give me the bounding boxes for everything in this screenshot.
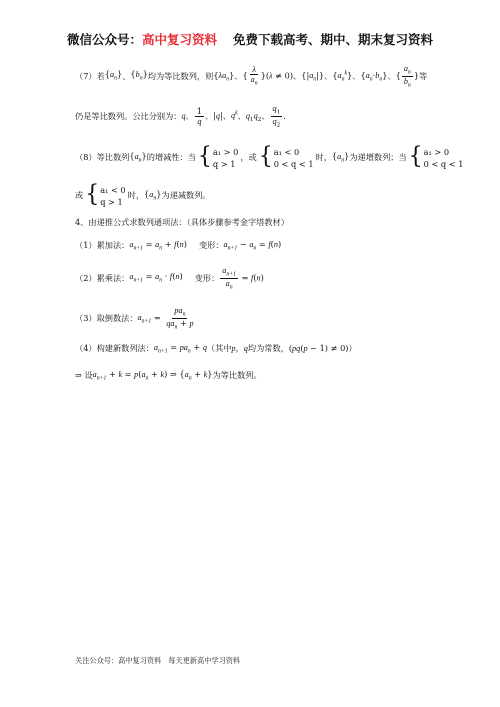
case1-line2: q > 1 bbox=[212, 159, 236, 169]
case2-line1: a₁ < 0 bbox=[273, 147, 300, 157]
item8-an-3: $\{a_n\}$ bbox=[144, 188, 162, 202]
method4-line2c: 为等比数列。 bbox=[212, 370, 262, 381]
case1-line1: a₁ > 0 bbox=[212, 147, 239, 157]
case4-line1: a₁ < 0 bbox=[100, 185, 126, 195]
item7-sep: 、 bbox=[122, 70, 131, 81]
item8-case2: { a₁ < 0 0 < q < 1 bbox=[258, 143, 314, 170]
item8-text5: 为递减数列。 bbox=[161, 190, 211, 201]
case4-line2: q > 1 bbox=[100, 197, 123, 207]
method2-formula2: $\frac{a_{n+1}}{a_n}$ = f(n) bbox=[222, 266, 264, 291]
method4-close: ） bbox=[348, 343, 357, 354]
method4-line1 bbox=[75, 343, 357, 356]
item8-an-2: $\{a_n\}$ bbox=[331, 150, 350, 164]
method4-q: q bbox=[243, 344, 248, 354]
method1-formula2: $a_{n+1} - a_n = f(n)$ bbox=[223, 239, 282, 252]
page-footer bbox=[75, 656, 240, 666]
method4-text2: 均为常数， bbox=[247, 343, 289, 354]
method2-line bbox=[75, 266, 264, 291]
header-slogan: 免费下载高考、期中、期末复习资料 bbox=[233, 32, 434, 47]
item8-case1: { a₁ > 0 q > 1 bbox=[197, 143, 239, 170]
item8-text2: 时， bbox=[315, 152, 332, 163]
method1-trans: 变形： bbox=[198, 240, 224, 251]
item7-label: （7）若 bbox=[75, 70, 105, 81]
method4-comma: ， bbox=[235, 343, 244, 354]
item7-text1: 均为等比数列，则 bbox=[147, 70, 214, 81]
method4-text1: （其中 bbox=[206, 343, 232, 354]
method3-line bbox=[75, 306, 197, 331]
method3-label: （3）取倒数法： bbox=[75, 312, 138, 323]
item8-text4: 时， bbox=[127, 190, 145, 201]
method4-line2b: $a_{n+1} + k = p(a_n + k)$ ⇒ $\{a_n + k\}$ bbox=[92, 369, 213, 382]
item8-or2: 或 bbox=[75, 190, 84, 201]
item7-ratios: q、 $\frac{1}{q}$ 、|q|、$q^k$、$q_1q_2$、 $\frac{q_1}{q_2}$ bbox=[181, 104, 281, 129]
item8-text1: 的增减性：当 bbox=[146, 152, 196, 163]
item8-an: $\{a_n\}$ bbox=[129, 150, 147, 164]
page-header bbox=[0, 30, 500, 48]
footer-right: 每天更新高中学习资料 bbox=[168, 656, 241, 665]
case3-line1: a₁ > 0 bbox=[423, 147, 450, 157]
item8-case4: { a₁ < 0 q > 1 bbox=[85, 181, 126, 208]
item7-line2-text: 仍是等比数列。公比分别为： bbox=[75, 110, 182, 121]
method4-formula: $a_{n+1} = pa_n + q$ bbox=[153, 342, 207, 355]
item7-expr: $\{\lambda a_n\}$、{ $\frac{\lambda}{a_n}$ }(λ ≠ 0)、$\{|a_n|\}$、$\{a_n^k\}$、$\{a_n\cdot b_n\}$、{ $\frac{a_n}{b_n}$ } bbox=[213, 64, 420, 89]
method4-cond: (pq(p − 1) ≠ 0) bbox=[288, 343, 349, 354]
item8-line1 bbox=[75, 143, 465, 170]
method4-p: p bbox=[231, 344, 236, 354]
method4-line2a: ⇒ 设 bbox=[75, 370, 93, 381]
section4-title: 4、由递推公式求数列通项法：（具体步骤参考金字塔教材） bbox=[75, 217, 289, 227]
method4-label: （4）构建新数列法： bbox=[75, 343, 154, 354]
item8-text3: 为递增数列；当 bbox=[349, 152, 407, 163]
method4-line2 bbox=[75, 370, 262, 383]
method2-formula: $a_{n+1} = a_n \cdot f(n)$ bbox=[129, 271, 183, 284]
item7-end: . bbox=[283, 110, 286, 121]
item8-label: （8）等比数列 bbox=[75, 152, 130, 163]
case3-line2: 0 < q < 1 bbox=[423, 159, 464, 169]
method1-formula: $a_{n+1} = a_n + f(n)$ bbox=[129, 239, 187, 252]
case2-line2: 0 < q < 1 bbox=[273, 159, 314, 169]
method2-trans: 变形： bbox=[194, 272, 220, 283]
item7-an: $\{a_n\}$ bbox=[104, 69, 123, 82]
item8-or1: ，或 bbox=[240, 152, 257, 163]
footer-left: 关注公众号：高中复习资料 bbox=[75, 656, 162, 665]
item7-tail: 等 bbox=[419, 70, 428, 81]
header-account: 高中复习资料 bbox=[141, 32, 217, 47]
item8-case3: { a₁ > 0 0 < q < 1 bbox=[408, 143, 464, 170]
header-prefix: 微信公众号： bbox=[66, 32, 142, 47]
method1-label: （1）累加法： bbox=[75, 240, 130, 251]
item7-bn: $\{b_n\}$ bbox=[130, 69, 148, 82]
method2-label: （2）累乘法： bbox=[75, 272, 130, 283]
item7-line2 bbox=[75, 104, 286, 129]
method3-formula: $a_{n+1}$ = $\frac{pa_n}{qa_n + p}$ bbox=[137, 306, 194, 331]
method1-line bbox=[75, 240, 281, 253]
item7-line1 bbox=[75, 64, 427, 89]
item8-line2 bbox=[75, 181, 211, 208]
